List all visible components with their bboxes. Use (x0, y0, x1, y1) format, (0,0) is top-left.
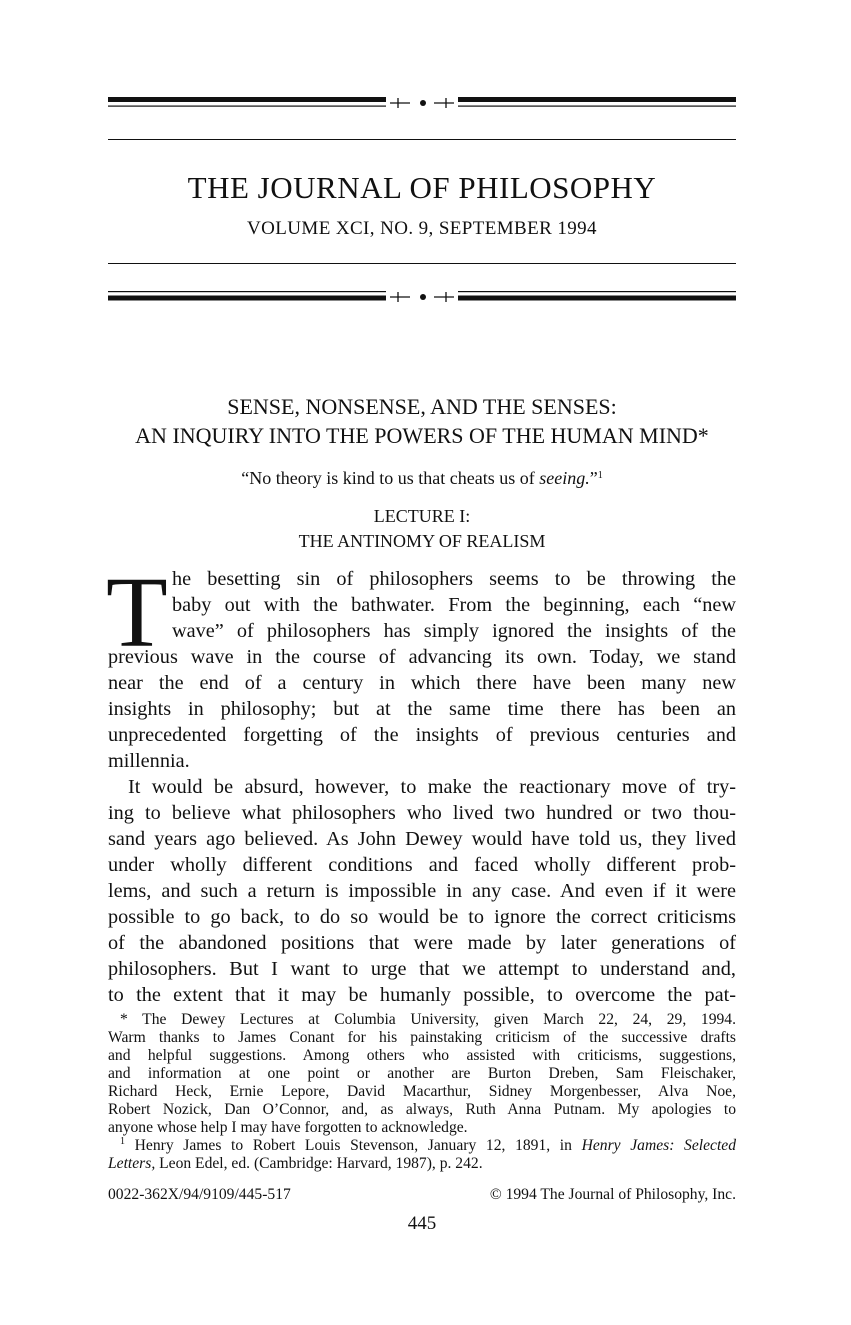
epigraph-footnote-marker[interactable]: 1 (597, 470, 603, 481)
header-rule-bottom (108, 263, 736, 264)
copyright-notice: © 1994 The Journal of Philosophy, Inc. (489, 1186, 736, 1203)
body-line: possible to go back, to do so would be to ignore the correct criticisms (108, 906, 736, 928)
body-line: ing to believe what philosophers who lived two hundred or two thou- (108, 802, 736, 824)
body-line: philosophers. But I want to urge that we attempt to understand and, (108, 958, 736, 980)
epigraph-emphasis: seeing. (539, 468, 590, 488)
footnote-star-line: * The Dewey Lectures at Columbia University, given March 22, 24, 29, 1994. (120, 1011, 736, 1028)
drop-cap: T (106, 556, 168, 668)
body-line: insights in philosophy; but at the same time there has been an (108, 698, 736, 720)
body-line: baby out with the bathwater. From the beginning, each “new (172, 594, 736, 616)
body-line: sand years ago believed. As John Dewey would have told us, they lived (108, 828, 736, 850)
epigraph (108, 468, 736, 489)
header-rule-top (108, 139, 736, 140)
footnote-1-line-1 (120, 1137, 736, 1155)
footnote-star-line: anyone whose help I may have forgotten to acknowledge. (108, 1119, 468, 1136)
body-line: near the end of a century in which there have been many new (108, 672, 736, 694)
footnote-star-line: and information at one point or another are Burton Dreben, Sam Fleischaker, (108, 1065, 736, 1082)
epigraph-text: “No theory is kind to us that cheats us of (241, 468, 540, 488)
journal-title: THE JOURNAL OF PHILOSOPHY (187, 170, 657, 205)
body-line: lems, and such a return is impossible in any case. And even if it were (108, 880, 736, 902)
footnote-star-line: Robert Nozick, Dan O’Connor, and, as always, Ruth Anna Putnam. My apologies to (108, 1101, 736, 1118)
footnote-1-text: Henry James to Robert Louis Stevenson, January 12, 1891, in (125, 1137, 582, 1154)
volume-line: VOLUME XCI, NO. 9, SEPTEMBER 1994 (247, 218, 597, 239)
body-line: previous wave in the course of advancing its own. Today, we stand (108, 646, 736, 668)
body-line: he besetting sin of philosophers seems to be throwing the (172, 568, 736, 590)
bottom-ornamental-rule (108, 286, 736, 310)
footnote-star-line: Richard Heck, Ernie Lepore, David Macarthur, Sidney Morgenbesser, Alva Noe, (108, 1083, 736, 1100)
body-line: millennia. (108, 750, 190, 772)
footnote-1-marker: 1 (120, 1136, 125, 1147)
body-line: to the extent that it may be humanly possible, to overcome the pat- (108, 984, 736, 1006)
footnote-1-line-2 (108, 1155, 736, 1173)
article-title-line-1: SENSE, NONSENSE, AND THE SENSES: (227, 394, 617, 419)
body-line: unprecedented forgetting of the insights of previous centuries and (108, 724, 736, 746)
page-number: 445 (407, 1213, 437, 1234)
body-line: under wholly different conditions and faced wholly different prob- (108, 854, 736, 876)
footnote-star-line: and helpful suggestions. Among others who assisted with criticisms, suggestions, (108, 1047, 736, 1064)
footnote-star-line: Warm thanks to James Conant for his painstaking criticism of the successive drafts (108, 1029, 736, 1046)
footnote-1-book-title-cont: Letters, (108, 1155, 156, 1172)
top-ornamental-rule (108, 92, 736, 116)
body-line: It would be absurd, however, to make the reactionary move of try- (128, 776, 736, 798)
footnote-1-citation: Leon Edel, ed. (Cambridge: Harvard, 1987), p. 242. (155, 1155, 483, 1172)
body-line: of the abandoned positions that were made by later generations of (108, 932, 736, 954)
body-line: wave” of philosophers has simply ignored the insights of the (172, 620, 736, 642)
issn-code: 0022-362X/94/9109/445-517 (108, 1186, 291, 1203)
lecture-label: LECTURE I: (373, 506, 471, 526)
article-title-line-2: AN INQUIRY INTO THE POWERS OF THE HUMAN MIND* (135, 423, 709, 448)
lecture-title: THE ANTINOMY OF REALISM (298, 531, 546, 551)
footnote-1-book-title: Henry James: Selected (581, 1137, 736, 1154)
epigraph-close: ” (589, 468, 598, 488)
